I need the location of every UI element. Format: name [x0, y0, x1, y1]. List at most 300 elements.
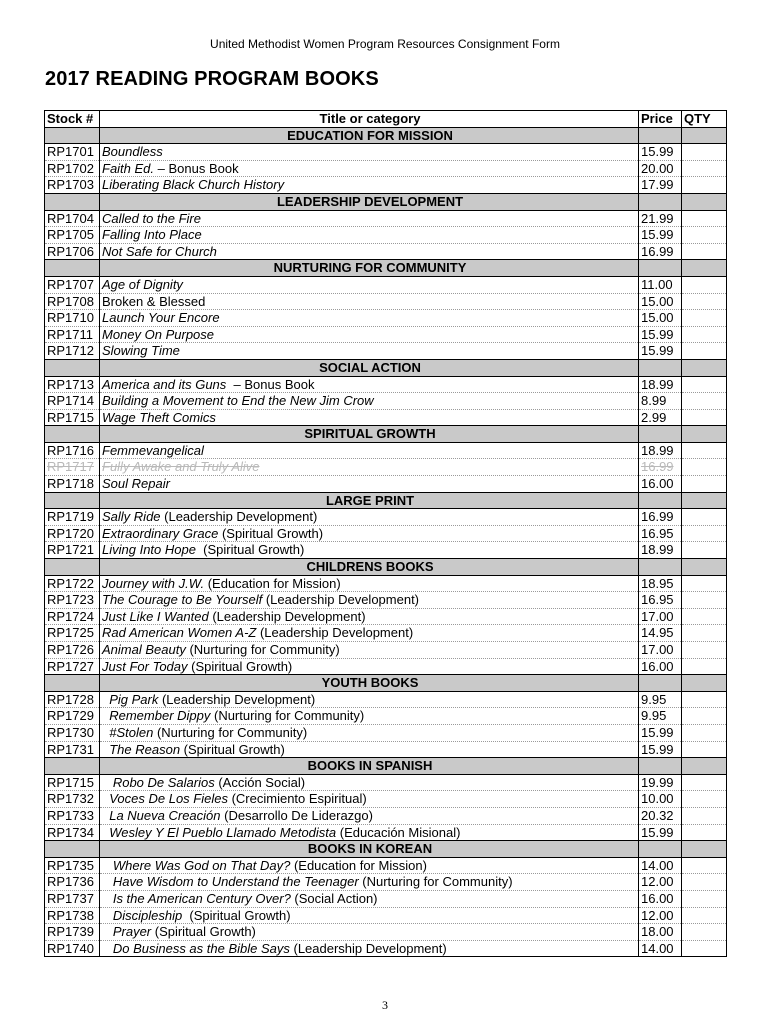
book-title-cell [100, 525, 639, 542]
book-title-cell [100, 509, 639, 526]
quantity-field[interactable] [682, 343, 727, 360]
book-title-cell [100, 227, 639, 244]
category-name: SOCIAL ACTION [100, 359, 639, 376]
stock-number: RP1714 [45, 393, 100, 410]
book-title: Launch Your Encore [102, 310, 220, 326]
book-title-cell [100, 924, 639, 941]
stock-number: RP1701 [45, 144, 100, 161]
book-price: 16.00 [639, 890, 682, 907]
book-row [45, 658, 727, 675]
book-title: La Nueva Creación [102, 807, 221, 823]
category-row [45, 492, 727, 509]
book-row [45, 708, 727, 725]
stock-number: RP1712 [45, 343, 100, 360]
quantity-field[interactable] [682, 824, 727, 841]
book-title: Remember Dippy [102, 708, 211, 724]
category-qty-cell [682, 492, 727, 509]
stock-number: RP1710 [45, 310, 100, 327]
book-category-note: (Education for Mission) [290, 857, 427, 873]
book-title: Wage Theft Comics [102, 409, 216, 425]
book-category-note: (Spiritual Growth) [218, 525, 324, 541]
quantity-field[interactable] [682, 525, 727, 542]
category-price-cell [639, 492, 682, 509]
book-price: 17.00 [639, 608, 682, 625]
stock-number: RP1731 [45, 741, 100, 758]
book-price: 16.95 [639, 525, 682, 542]
book-title-cell [100, 542, 639, 559]
book-title-cell [100, 210, 639, 227]
book-price: 20.00 [639, 160, 682, 177]
book-row [45, 393, 727, 410]
book-title-cell [100, 310, 639, 327]
book-row [45, 642, 727, 659]
quantity-field[interactable] [682, 708, 727, 725]
stock-number: RP1715 [45, 774, 100, 791]
book-title-cell [100, 807, 639, 824]
book-category-note: (Nurturing for Community) [210, 708, 365, 724]
stock-number: RP1702 [45, 160, 100, 177]
stock-number: RP1728 [45, 691, 100, 708]
quantity-field[interactable] [682, 608, 727, 625]
quantity-field[interactable] [682, 326, 727, 343]
quantity-field[interactable] [682, 807, 727, 824]
book-title: Living Into Hope [102, 542, 196, 558]
book-row [45, 691, 727, 708]
book-price: 20.32 [639, 807, 682, 824]
quantity-field[interactable] [682, 177, 727, 194]
book-price: 21.99 [639, 210, 682, 227]
book-title: Just Like I Wanted [102, 608, 209, 624]
book-category-note: (Leadership Development) [256, 625, 414, 641]
book-title: Liberating Black Church History [102, 177, 285, 193]
book-row [45, 592, 727, 609]
book-title-cell [100, 625, 639, 642]
book-price: 18.00 [639, 924, 682, 941]
book-title-cell [100, 907, 639, 924]
category-name: EDUCATION FOR MISSION [100, 127, 639, 144]
stock-number: RP1707 [45, 276, 100, 293]
book-title: Fully Awake and Truly Alive [102, 459, 260, 475]
quantity-field[interactable] [682, 791, 727, 808]
page-title: 2017 READING PROGRAM BOOKS [45, 68, 379, 90]
book-price: 15.99 [639, 741, 682, 758]
book-price: 15.99 [639, 144, 682, 161]
book-category-note: (Nurturing for Community) [358, 874, 513, 890]
category-row [45, 841, 727, 858]
book-category-note: (Leadership Development) [262, 592, 420, 608]
category-stock-cell [45, 492, 100, 509]
book-category-note: (Educación Misional) [336, 824, 461, 840]
category-stock-cell [45, 559, 100, 576]
quantity-field[interactable] [682, 592, 727, 609]
book-row [45, 542, 727, 559]
quantity-field[interactable] [682, 310, 727, 327]
book-title-cell [100, 642, 639, 659]
category-price-cell [639, 675, 682, 692]
stock-number: RP1711 [45, 326, 100, 343]
category-row [45, 260, 727, 277]
stock-number: RP1703 [45, 177, 100, 194]
quantity-field[interactable] [682, 658, 727, 675]
book-title: Money On Purpose [102, 326, 215, 342]
category-name: YOUTH BOOKS [100, 675, 639, 692]
book-price: 15.00 [639, 293, 682, 310]
category-name: SPIRITUAL GROWTH [100, 426, 639, 443]
title-column-header: Title or category [100, 111, 639, 128]
category-qty-cell [682, 841, 727, 858]
book-row [45, 509, 727, 526]
book-title: Femmevangelical [102, 442, 204, 458]
quantity-field[interactable] [682, 509, 727, 526]
book-row [45, 376, 727, 393]
book-price: 11.00 [639, 276, 682, 293]
book-row [45, 874, 727, 891]
stock-number: RP1740 [45, 940, 100, 957]
quantity-field[interactable] [682, 774, 727, 791]
book-category-note: – Bonus Book [154, 160, 239, 176]
quantity-field[interactable] [682, 890, 727, 907]
book-price: 9.95 [639, 691, 682, 708]
quantity-field[interactable] [682, 691, 727, 708]
book-category-note: (Spiritual Growth) [182, 907, 291, 923]
quantity-field[interactable] [682, 724, 727, 741]
category-price-cell [639, 359, 682, 376]
book-title-cell [100, 243, 639, 260]
quantity-field[interactable] [682, 625, 727, 642]
book-title: Just For Today [102, 658, 188, 674]
book-title: #Stolen [102, 724, 154, 740]
book-category-note: (Crecimiento Espiritual) [227, 791, 367, 807]
category-price-cell [639, 193, 682, 210]
book-row [45, 940, 727, 957]
book-title-cell [100, 276, 639, 293]
stock-number: RP1730 [45, 724, 100, 741]
quantity-field[interactable] [682, 857, 727, 874]
book-row [45, 459, 727, 476]
book-price: 12.00 [639, 874, 682, 891]
category-qty-cell [682, 758, 727, 775]
book-title: The Reason [102, 741, 181, 757]
book-title: Prayer [102, 924, 152, 940]
book-price: 16.99 [639, 459, 682, 476]
book-title-cell [100, 575, 639, 592]
book-row [45, 326, 727, 343]
book-row [45, 625, 727, 642]
book-category-note: (Acción Social) [214, 774, 306, 790]
category-row [45, 559, 727, 576]
category-qty-cell [682, 193, 727, 210]
book-title: Pig Park [102, 691, 159, 707]
book-title: Voces De Los Fieles [102, 791, 228, 807]
quantity-field[interactable] [682, 459, 727, 476]
stock-number: RP1718 [45, 476, 100, 493]
book-category-note: (Social Action) [290, 890, 378, 906]
category-qty-cell [682, 359, 727, 376]
book-title-cell [100, 691, 639, 708]
book-title-cell [100, 459, 639, 476]
book-title-cell [100, 874, 639, 891]
book-title: America and its Guns [102, 376, 227, 392]
category-stock-cell [45, 758, 100, 775]
book-price: 10.00 [639, 791, 682, 808]
book-row [45, 243, 727, 260]
quantity-field[interactable] [682, 144, 727, 161]
stock-number: RP1705 [45, 227, 100, 244]
category-name: LARGE PRINT [100, 492, 639, 509]
quantity-field[interactable] [682, 210, 727, 227]
category-qty-cell [682, 260, 727, 277]
category-name: BOOKS IN KOREAN [100, 841, 639, 858]
book-row [45, 824, 727, 841]
category-row [45, 675, 727, 692]
book-category-note: (Spiritual Growth) [187, 658, 293, 674]
book-category-note: (Leadership Development) [289, 940, 447, 956]
quantity-field[interactable] [682, 907, 727, 924]
book-row [45, 293, 727, 310]
book-title-cell [100, 160, 639, 177]
stock-number: RP1738 [45, 907, 100, 924]
book-title: Journey with J.W. [102, 575, 205, 591]
book-price: 15.99 [639, 227, 682, 244]
stock-number: RP1704 [45, 210, 100, 227]
book-title: Animal Beauty [102, 642, 186, 657]
category-name: CHILDRENS BOOKS [100, 559, 639, 576]
category-price-cell [639, 758, 682, 775]
book-title-cell [100, 144, 639, 161]
book-title: Age of Dignity [102, 276, 183, 292]
category-price-cell [639, 127, 682, 144]
book-title-cell [100, 442, 639, 459]
stock-number: RP1735 [45, 857, 100, 874]
book-row [45, 890, 727, 907]
stock-number: RP1708 [45, 293, 100, 310]
category-stock-cell [45, 260, 100, 277]
stock-number: RP1713 [45, 376, 100, 393]
book-title-cell [100, 608, 639, 625]
category-stock-cell [45, 359, 100, 376]
book-title: The Courage to Be Yourself [102, 592, 263, 608]
stock-number: RP1732 [45, 791, 100, 808]
quantity-field[interactable] [682, 409, 727, 426]
quantity-field[interactable] [682, 160, 727, 177]
category-qty-cell [682, 426, 727, 443]
category-price-cell [639, 841, 682, 858]
category-row [45, 359, 727, 376]
book-price: 18.99 [639, 542, 682, 559]
book-price: 2.99 [639, 409, 682, 426]
book-title-cell [100, 857, 639, 874]
category-stock-cell [45, 841, 100, 858]
book-price: 17.99 [639, 177, 682, 194]
form-header: United Methodist Women Program Resources Consignment Form [210, 37, 560, 51]
price-column-header: Price [639, 111, 682, 128]
category-qty-cell [682, 127, 727, 144]
book-category-note: (Education for Mission) [204, 575, 341, 591]
book-title: Do Business as the Bible Says [102, 940, 290, 956]
book-title: Faith Ed. [102, 160, 155, 176]
book-title-cell [100, 476, 639, 493]
book-price: 18.99 [639, 442, 682, 459]
book-title-cell [100, 890, 639, 907]
book-title: Slowing Time [102, 343, 180, 359]
book-title: Falling Into Place [102, 227, 202, 243]
quantity-field[interactable] [682, 442, 727, 459]
book-price: 14.00 [639, 940, 682, 957]
book-title: Discipleship [102, 907, 183, 923]
book-title-cell [100, 592, 639, 609]
book-price: 15.99 [639, 326, 682, 343]
book-category-note: (Leadership Development) [208, 608, 366, 624]
book-row [45, 210, 727, 227]
book-price: 16.00 [639, 476, 682, 493]
book-price: 18.99 [639, 376, 682, 393]
book-category-note: Broken & Blessed [102, 293, 206, 309]
quantity-field[interactable] [682, 476, 727, 493]
book-title: Building a Movement to End the New Jim Crow [102, 393, 374, 409]
stock-number: RP1719 [45, 509, 100, 526]
category-stock-cell [45, 127, 100, 144]
stock-number: RP1724 [45, 608, 100, 625]
category-price-cell [639, 426, 682, 443]
book-row [45, 791, 727, 808]
category-row [45, 758, 727, 775]
stock-number: RP1727 [45, 658, 100, 675]
book-title: Wesley Y El Pueblo Llamado Metodista [102, 824, 337, 840]
book-price: 9.95 [639, 708, 682, 725]
category-price-cell [639, 260, 682, 277]
category-name: BOOKS IN SPANISH [100, 758, 639, 775]
category-stock-cell [45, 426, 100, 443]
stock-number: RP1726 [45, 642, 100, 659]
stock-column-header: Stock # [45, 111, 100, 128]
quantity-field[interactable] [682, 642, 727, 659]
book-title: Where Was God on That Day? [102, 857, 291, 873]
book-title-cell [100, 774, 639, 791]
book-category-note: (Spiritual Growth) [151, 924, 256, 940]
book-title: Robo De Salarios [102, 774, 215, 790]
book-title-cell [100, 708, 639, 725]
book-price: 15.00 [639, 310, 682, 327]
stock-number: RP1723 [45, 592, 100, 609]
book-row [45, 724, 727, 741]
book-category-note: – Bonus Book [226, 376, 315, 392]
book-price: 15.99 [639, 824, 682, 841]
book-row [45, 409, 727, 426]
table-header-row [45, 111, 727, 128]
quantity-field[interactable] [682, 243, 727, 260]
book-row [45, 177, 727, 194]
quantity-field[interactable] [682, 276, 727, 293]
stock-number: RP1739 [45, 924, 100, 941]
book-price: 8.99 [639, 393, 682, 410]
book-category-note: (Desarrollo De Liderazgo) [220, 807, 373, 823]
category-stock-cell [45, 675, 100, 692]
book-row [45, 807, 727, 824]
book-row [45, 525, 727, 542]
category-row [45, 193, 727, 210]
quantity-field[interactable] [682, 940, 727, 957]
book-category-note: (Nurturing for Community) [153, 724, 308, 740]
category-row [45, 426, 727, 443]
qty-column-header: QTY [682, 111, 727, 128]
book-title-cell [100, 177, 639, 194]
quantity-field[interactable] [682, 575, 727, 592]
book-category-note: (Spiritual Growth) [195, 542, 305, 558]
quantity-field[interactable] [682, 376, 727, 393]
stock-number: RP1729 [45, 708, 100, 725]
stock-number: RP1716 [45, 442, 100, 459]
quantity-field[interactable] [682, 227, 727, 244]
stock-number: RP1717 [45, 459, 100, 476]
book-row [45, 741, 727, 758]
quantity-field[interactable] [682, 293, 727, 310]
book-title-cell [100, 791, 639, 808]
quantity-field[interactable] [682, 741, 727, 758]
book-title-cell [100, 741, 639, 758]
book-row [45, 276, 727, 293]
book-row [45, 442, 727, 459]
page-number: 3 [382, 998, 388, 1012]
stock-number: RP1734 [45, 824, 100, 841]
book-category-note: (Nurturing for Community) [185, 642, 340, 657]
book-price: 19.99 [639, 774, 682, 791]
stock-number: RP1715 [45, 409, 100, 426]
book-row [45, 608, 727, 625]
book-row [45, 160, 727, 177]
book-title: Soul Repair [102, 476, 170, 492]
book-row [45, 144, 727, 161]
book-price: 14.00 [639, 857, 682, 874]
category-stock-cell [45, 193, 100, 210]
book-title-cell [100, 376, 639, 393]
category-price-cell [639, 559, 682, 576]
category-name: NURTURING FOR COMMUNITY [100, 260, 639, 277]
category-qty-cell [682, 675, 727, 692]
book-title: Not Safe for Church [102, 243, 217, 259]
book-row [45, 774, 727, 791]
book-row [45, 227, 727, 244]
quantity-field[interactable] [682, 393, 727, 410]
book-title: Called to the Fire [102, 210, 201, 226]
stock-number: RP1733 [45, 807, 100, 824]
book-title: Boundless [102, 144, 163, 160]
book-category-note: (Leadership Development) [158, 691, 316, 707]
book-row [45, 575, 727, 592]
book-title-cell [100, 343, 639, 360]
category-row [45, 127, 727, 144]
book-category-note: (Leadership Development) [160, 509, 318, 525]
book-title: Sally Ride [102, 509, 161, 525]
book-title: Is the American Century Over? [102, 890, 291, 906]
quantity-field[interactable] [682, 924, 727, 941]
book-title-cell [100, 658, 639, 675]
book-title-cell [100, 393, 639, 410]
book-price: 16.95 [639, 592, 682, 609]
book-category-note: (Spiritual Growth) [180, 741, 285, 757]
book-row [45, 857, 727, 874]
book-title-cell [100, 409, 639, 426]
quantity-field[interactable] [682, 542, 727, 559]
book-price: 16.99 [639, 509, 682, 526]
book-title-cell [100, 326, 639, 343]
book-row [45, 476, 727, 493]
book-row [45, 907, 727, 924]
quantity-field[interactable] [682, 874, 727, 891]
book-row [45, 310, 727, 327]
book-title-cell [100, 724, 639, 741]
books-table [44, 110, 727, 957]
book-title-cell [100, 940, 639, 957]
